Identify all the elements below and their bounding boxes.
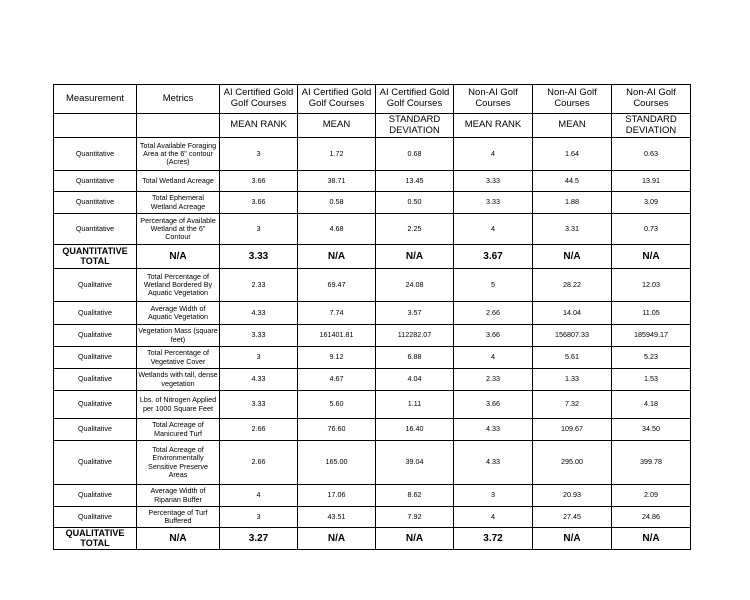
ai-mean-cell: 4.67 (298, 369, 376, 391)
header-ai-mean-group: AI Certified Gold Golf Courses (298, 85, 376, 114)
ai-sd-cell: N/A (376, 528, 454, 550)
metric-cell: Vegetation Mass (square feet) (137, 325, 220, 347)
table-row (54, 369, 691, 391)
subheader-nonai-sd: STANDARD DEVIATION (612, 114, 691, 138)
nonai-mean-rank-cell: 2.33 (454, 369, 533, 391)
metric-cell: Total Acreage of Environmentally Sensitive Preserve Areas (137, 441, 220, 485)
measurement-cell: Quantitative (54, 214, 137, 245)
metric-cell: Percentage of Turf Buffered (137, 507, 220, 528)
nonai-sd-cell: 12.03 (612, 269, 691, 302)
measurement-cell: Quantitative (54, 171, 137, 192)
nonai-sd-cell: 0.73 (612, 214, 691, 245)
ai-sd-cell: 0.68 (376, 138, 454, 171)
ai-mean-rank-cell: 2.66 (220, 419, 298, 441)
results-table (53, 84, 691, 550)
nonai-mean-cell: 1.88 (533, 192, 612, 214)
metric-cell: Wetlands with tall, dense vegetation (137, 369, 220, 391)
ai-sd-cell: 2.25 (376, 214, 454, 245)
measurement-cell: Qualitative (54, 485, 137, 507)
ai-sd-cell: 1.11 (376, 391, 454, 419)
nonai-mean-rank-cell: 4 (454, 214, 533, 245)
ai-mean-rank-cell: 3.33 (220, 245, 298, 269)
measurement-cell: Quantitative (54, 138, 137, 171)
measurement-cell: Qualitative (54, 507, 137, 528)
ai-sd-cell: 16.40 (376, 419, 454, 441)
table-row (54, 419, 691, 441)
measurement-cell: QUANTITATIVE TOTAL (54, 245, 137, 269)
ai-mean-cell: 0.58 (298, 192, 376, 214)
nonai-mean-cell: 27.45 (533, 507, 612, 528)
ai-sd-cell: 7.92 (376, 507, 454, 528)
nonai-sd-cell: 24.86 (612, 507, 691, 528)
ai-mean-rank-cell: 3.66 (220, 192, 298, 214)
subheader-metrics (137, 114, 220, 138)
table-row (54, 138, 691, 171)
header-ai-mean-rank-group: AI Certified Gold Golf Courses (220, 85, 298, 114)
ai-mean-rank-cell: 4.33 (220, 369, 298, 391)
metric-cell: Total Percentage of Wetland Bordered By Aquatic Vegetation (137, 269, 220, 302)
subheader-ai-mean: MEAN (298, 114, 376, 138)
ai-mean-cell: 7.74 (298, 302, 376, 325)
nonai-mean-rank-cell: 4 (454, 138, 533, 171)
nonai-mean-cell: 1.33 (533, 369, 612, 391)
table-row (54, 347, 691, 369)
metric-cell: Total Percentage of Vegetative Cover (137, 347, 220, 369)
nonai-mean-rank-cell: 3.66 (454, 391, 533, 419)
nonai-mean-cell: 44.5 (533, 171, 612, 192)
nonai-sd-cell: 13.91 (612, 171, 691, 192)
ai-mean-rank-cell: 3.33 (220, 391, 298, 419)
table-row (54, 485, 691, 507)
header-row (54, 85, 691, 114)
measurement-cell: QUALITATIVE TOTAL (54, 528, 137, 550)
ai-mean-rank-cell: 4.33 (220, 302, 298, 325)
ai-mean-cell: 38.71 (298, 171, 376, 192)
table-row (54, 391, 691, 419)
ai-mean-cell: 161401.81 (298, 325, 376, 347)
ai-sd-cell: 4.04 (376, 369, 454, 391)
nonai-sd-cell: N/A (612, 245, 691, 269)
measurement-cell: Qualitative (54, 347, 137, 369)
subheader-ai-mean-rank: MEAN RANK (220, 114, 298, 138)
metric-cell: Lbs. of Nitrogen Applied per 1000 Square Feet (137, 391, 220, 419)
measurement-cell: Quantitative (54, 192, 137, 214)
metric-cell: N/A (137, 245, 220, 269)
measurement-cell: Qualitative (54, 325, 137, 347)
nonai-sd-cell: 399.78 (612, 441, 691, 485)
ai-mean-rank-cell: 3 (220, 138, 298, 171)
table-body (54, 85, 691, 550)
ai-mean-rank-cell: 3 (220, 214, 298, 245)
metric-cell: Total Acreage of Manicured Turf (137, 419, 220, 441)
nonai-mean-rank-cell: 5 (454, 269, 533, 302)
ai-mean-rank-cell: 3 (220, 507, 298, 528)
nonai-mean-cell: 28.22 (533, 269, 612, 302)
table-row (54, 325, 691, 347)
metric-cell: Average Width of Aquatic Vegetation (137, 302, 220, 325)
ai-sd-cell: 3.57 (376, 302, 454, 325)
ai-mean-rank-cell: 2.33 (220, 269, 298, 302)
ai-mean-cell: 17.06 (298, 485, 376, 507)
nonai-mean-cell: 156807.33 (533, 325, 612, 347)
header-nonai-mean-rank-group: Non-AI Golf Courses (454, 85, 533, 114)
ai-mean-cell: 165.00 (298, 441, 376, 485)
ai-sd-cell: 112282.07 (376, 325, 454, 347)
ai-mean-rank-cell: 3.27 (220, 528, 298, 550)
metric-cell: Total Ephemeral Wetland Acreage (137, 192, 220, 214)
nonai-mean-rank-cell: 4.33 (454, 419, 533, 441)
nonai-sd-cell: 4.18 (612, 391, 691, 419)
table-row (54, 269, 691, 302)
metric-cell: Total Available Foraging Area at the 6" contour (Acres) (137, 138, 220, 171)
metric-cell: Total Wetland Acreage (137, 171, 220, 192)
subheader-ai-sd: STANDARD DEVIATION (376, 114, 454, 138)
nonai-sd-cell: 5.23 (612, 347, 691, 369)
ai-sd-cell: 24.08 (376, 269, 454, 302)
ai-mean-cell: 1.72 (298, 138, 376, 171)
nonai-mean-rank-cell: 4 (454, 347, 533, 369)
nonai-sd-cell: 185949.17 (612, 325, 691, 347)
nonai-mean-rank-cell: 3 (454, 485, 533, 507)
nonai-mean-cell: 295.00 (533, 441, 612, 485)
table-row (54, 507, 691, 528)
header-measurement: Measurement (54, 85, 137, 114)
subheader-row (54, 114, 691, 138)
ai-sd-cell: N/A (376, 245, 454, 269)
nonai-mean-cell: 14.04 (533, 302, 612, 325)
measurement-cell: Qualitative (54, 419, 137, 441)
metric-cell: Percentage of Available Wetland at the 6" Contour (137, 214, 220, 245)
table-row (54, 171, 691, 192)
nonai-mean-rank-cell: 3.66 (454, 325, 533, 347)
ai-mean-rank-cell: 4 (220, 485, 298, 507)
ai-mean-cell: N/A (298, 528, 376, 550)
table-row (54, 302, 691, 325)
total-row (54, 245, 691, 269)
nonai-sd-cell: 11.05 (612, 302, 691, 325)
metric-cell: N/A (137, 528, 220, 550)
header-metrics: Metrics (137, 85, 220, 114)
nonai-mean-cell: 5.61 (533, 347, 612, 369)
nonai-sd-cell: 1.53 (612, 369, 691, 391)
ai-sd-cell: 6.88 (376, 347, 454, 369)
nonai-mean-cell: 1.64 (533, 138, 612, 171)
ai-mean-rank-cell: 3.33 (220, 325, 298, 347)
ai-mean-cell: 43.51 (298, 507, 376, 528)
nonai-sd-cell: 34.50 (612, 419, 691, 441)
measurement-cell: Qualitative (54, 269, 137, 302)
subheader-nonai-mean: MEAN (533, 114, 612, 138)
measurement-cell: Qualitative (54, 391, 137, 419)
table-row (54, 441, 691, 485)
nonai-mean-cell: 7.32 (533, 391, 612, 419)
ai-mean-rank-cell: 3 (220, 347, 298, 369)
nonai-mean-rank-cell: 3.33 (454, 171, 533, 192)
table-row (54, 192, 691, 214)
nonai-mean-cell: 20.93 (533, 485, 612, 507)
ai-mean-cell: 4.68 (298, 214, 376, 245)
ai-sd-cell: 0.50 (376, 192, 454, 214)
ai-mean-cell: 9.12 (298, 347, 376, 369)
nonai-sd-cell: 0.63 (612, 138, 691, 171)
nonai-mean-cell: 3.31 (533, 214, 612, 245)
nonai-mean-rank-cell: 4.33 (454, 441, 533, 485)
header-ai-sd-group: AI Certified Gold Golf Courses (376, 85, 454, 114)
ai-mean-rank-cell: 2.66 (220, 441, 298, 485)
ai-sd-cell: 13.45 (376, 171, 454, 192)
ai-sd-cell: 39.04 (376, 441, 454, 485)
ai-mean-cell: 5.60 (298, 391, 376, 419)
nonai-sd-cell: 2.09 (612, 485, 691, 507)
nonai-sd-cell: N/A (612, 528, 691, 550)
header-nonai-sd-group: Non-AI Golf Courses (612, 85, 691, 114)
nonai-mean-cell: 109.67 (533, 419, 612, 441)
metric-cell: Average Width of Riparian Buffer (137, 485, 220, 507)
subheader-nonai-mean-rank: MEAN RANK (454, 114, 533, 138)
nonai-mean-cell: N/A (533, 528, 612, 550)
nonai-mean-cell: N/A (533, 245, 612, 269)
table-row (54, 214, 691, 245)
subheader-measurement (54, 114, 137, 138)
measurement-cell: Qualitative (54, 302, 137, 325)
nonai-sd-cell: 3.09 (612, 192, 691, 214)
nonai-mean-rank-cell: 4 (454, 507, 533, 528)
measurement-cell: Qualitative (54, 369, 137, 391)
ai-mean-cell: N/A (298, 245, 376, 269)
ai-sd-cell: 8.62 (376, 485, 454, 507)
measurement-cell: Qualitative (54, 441, 137, 485)
total-row (54, 528, 691, 550)
nonai-mean-rank-cell: 2.66 (454, 302, 533, 325)
nonai-mean-rank-cell: 3.72 (454, 528, 533, 550)
ai-mean-rank-cell: 3.66 (220, 171, 298, 192)
ai-mean-cell: 76.60 (298, 419, 376, 441)
ai-mean-cell: 69.47 (298, 269, 376, 302)
header-nonai-mean-group: Non-AI Golf Courses (533, 85, 612, 114)
nonai-mean-rank-cell: 3.33 (454, 192, 533, 214)
nonai-mean-rank-cell: 3.67 (454, 245, 533, 269)
